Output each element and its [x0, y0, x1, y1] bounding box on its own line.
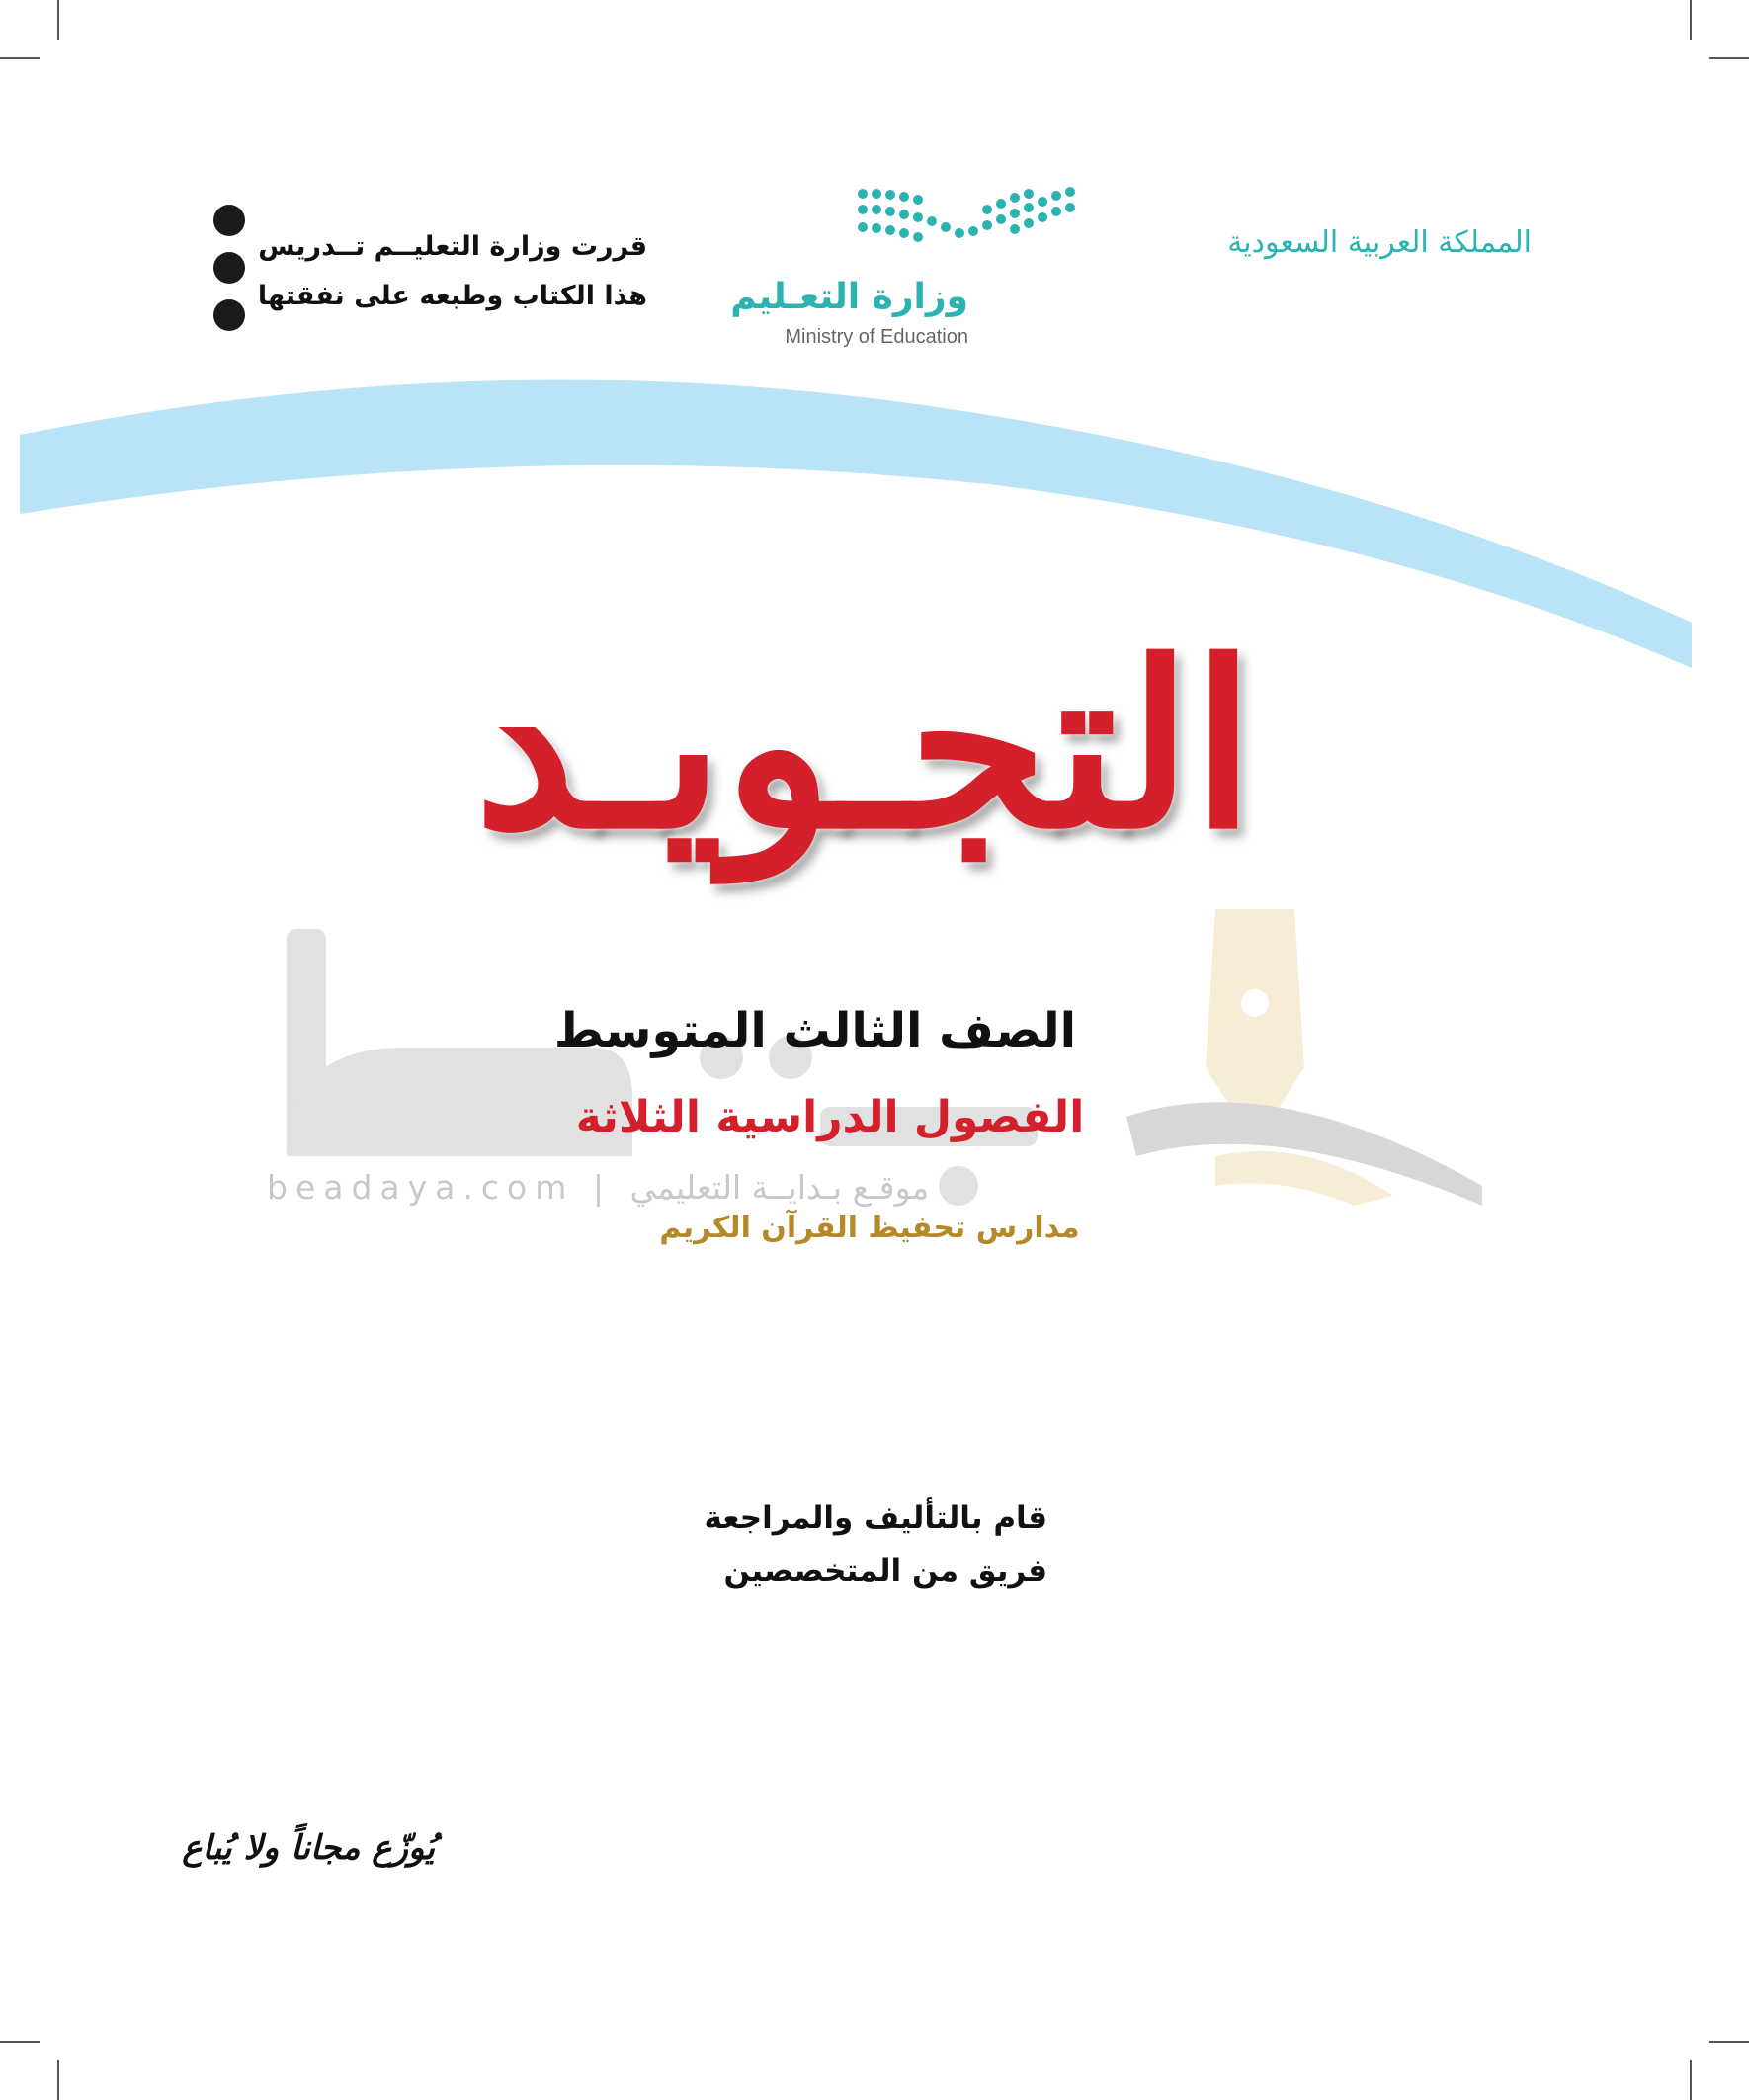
crop-mark — [1690, 2060, 1692, 2100]
credits-line-1: قام بالتأليف والمراجعة — [704, 1500, 1047, 1536]
watermark-site-text: beadaya.com | موقـع بـدايــة التعليمي — [267, 1168, 930, 1207]
ministry-name-english: Ministry of Education — [785, 326, 968, 348]
ministry-name-arabic: وزارة التعـليم — [730, 277, 968, 317]
semesters-label: الفصول الدراسية الثلاثة — [575, 1092, 1085, 1142]
grade-label: الصف الثالث المتوسط — [553, 1003, 1077, 1058]
crop-mark — [1709, 2041, 1749, 2043]
schools-label: مدارس تحفيظ القرآن الكريم — [659, 1211, 1080, 1245]
credits-line-2: فريق من المتخصصين — [723, 1554, 1047, 1589]
crop-mark — [57, 2060, 59, 2100]
crop-mark — [57, 0, 59, 40]
bullet-dots-icon — [209, 203, 249, 336]
crop-mark — [1690, 0, 1692, 40]
ministry-logo-icon — [855, 186, 1077, 255]
crop-mark — [0, 2041, 40, 2043]
kingdom-label: المملكة العربية السعودية — [1227, 225, 1532, 260]
crop-mark — [0, 57, 40, 59]
book-title: التجـويـد — [473, 613, 1256, 880]
free-distribution-note: يُوزّع مجاناً ولا يُباع — [182, 1828, 435, 1868]
approval-text-line-1: قررت وزارة التعليــم تــدريس — [258, 231, 647, 262]
crop-mark — [1709, 57, 1749, 59]
approval-text-line-2: هذا الكتاب وطبعه على نفقتها — [257, 281, 647, 311]
